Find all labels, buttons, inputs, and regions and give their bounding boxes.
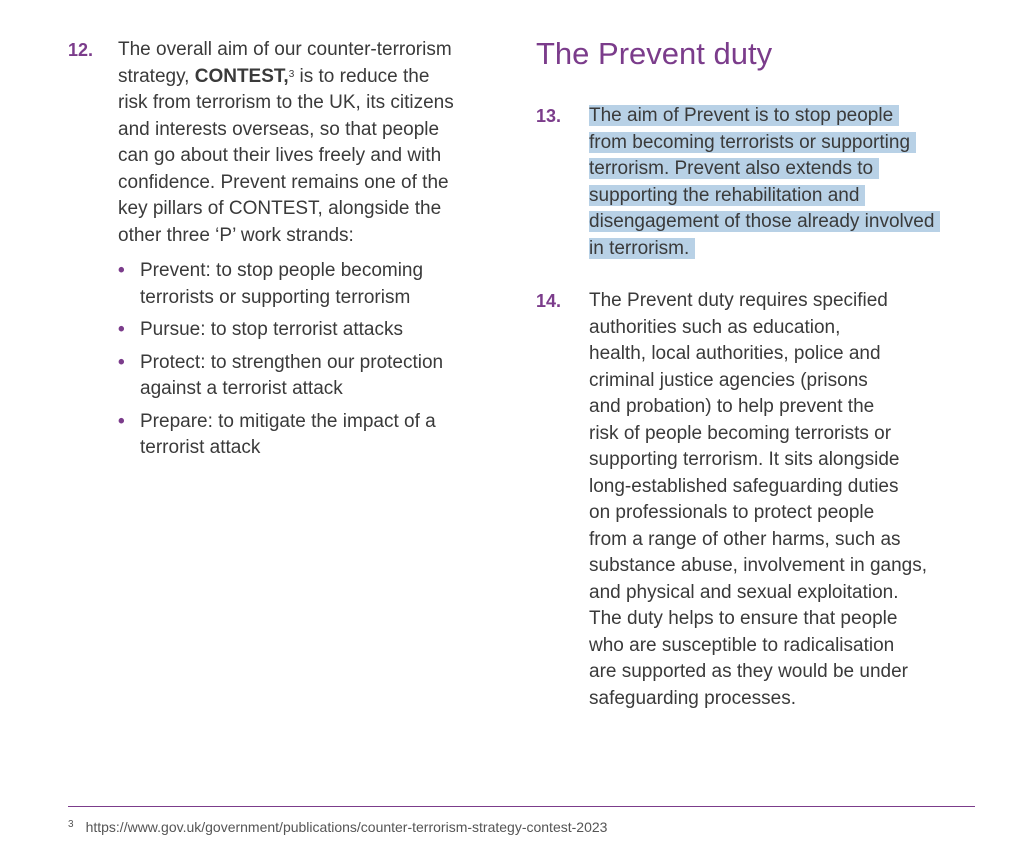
p-strands-list [118, 258, 443, 468]
paragraph-12-line: can go about their lives freely and with [118, 145, 442, 166]
list-item: • Protect: to strengthen our protection against a terrorist attack [118, 351, 444, 399]
selected-text-line: supporting the rehabilitation and [589, 185, 865, 206]
list-item: • Prevent: to stop people becoming terrorists or supporting terrorism [118, 260, 424, 308]
paragraph-12-line: strategy, CONTEST,$^3$ is to reduce the [118, 65, 430, 87]
paragraph-12-line: other three ‘P’ work strands: [118, 224, 354, 246]
paragraph-12-line: confidence. Prevent remains one of the [118, 171, 449, 193]
paragraph-14: The Prevent duty requires specified authorities such as education, health, local authorities, police and criminal justice agencies (prisons and probation) to help prevent the risk of people becoming terrorists or supporting terrorism. It sits alongside long-established safeguarding duties on professionals to protect people from a range of other harms, such as substance abuse, involvement in gangs, and physical and sexual exploitation. The duty helps to ensure that people who are susceptible to radicalisation are supported as they would be under safeguarding processes. [589, 290, 927, 709]
contest-term: CONTEST, [194, 65, 289, 87]
selected-text-line: from becoming terrorists or supporting [589, 132, 916, 153]
selected-text-line: The aim of Prevent is to stop people [589, 105, 899, 126]
selected-text-line: disengagement of those already involved [589, 211, 940, 232]
paragraph-14-number: 14. [536, 291, 562, 311]
footnote-divider [68, 806, 975, 807]
selected-text-line: terrorism. Prevent also extends to [589, 158, 879, 179]
footnote-number: 3 [68, 819, 74, 830]
paragraph-13-selected[interactable] [589, 103, 940, 262]
bullet-icon: • [118, 410, 125, 432]
paragraph-13-number: 13. [536, 106, 562, 126]
paragraph-12-line: and interests overseas, so that people [118, 118, 440, 140]
footnote-link[interactable]: https://www.gov.uk/government/publications/counter-terrorism-strategy-contest-2023 [85, 819, 608, 835]
bullet-icon: • [118, 319, 125, 340]
list-item: • Prepare: to mitigate the impact of a terrorist attack [118, 410, 436, 458]
paragraph-12-number: 12. [68, 40, 94, 60]
footnote-ref-3[interactable]: 3 [288, 68, 295, 80]
footnote [68, 819, 607, 835]
paragraph-12-line: The overall aim of our counter-terrorism [118, 39, 452, 60]
paragraph-12-line: key pillars of CONTEST, alongside the [118, 198, 442, 219]
paragraph-12 [118, 37, 454, 249]
selected-text-line: in terrorism. [589, 238, 695, 259]
paragraph-12-line: risk from terrorism to the UK, its citizens [118, 92, 454, 113]
bullet-icon: • [118, 260, 125, 281]
section-heading: The Prevent duty [536, 36, 773, 71]
bullet-icon: • [118, 351, 125, 373]
list-item: • Pursue: to stop terrorist attacks [118, 317, 443, 344]
